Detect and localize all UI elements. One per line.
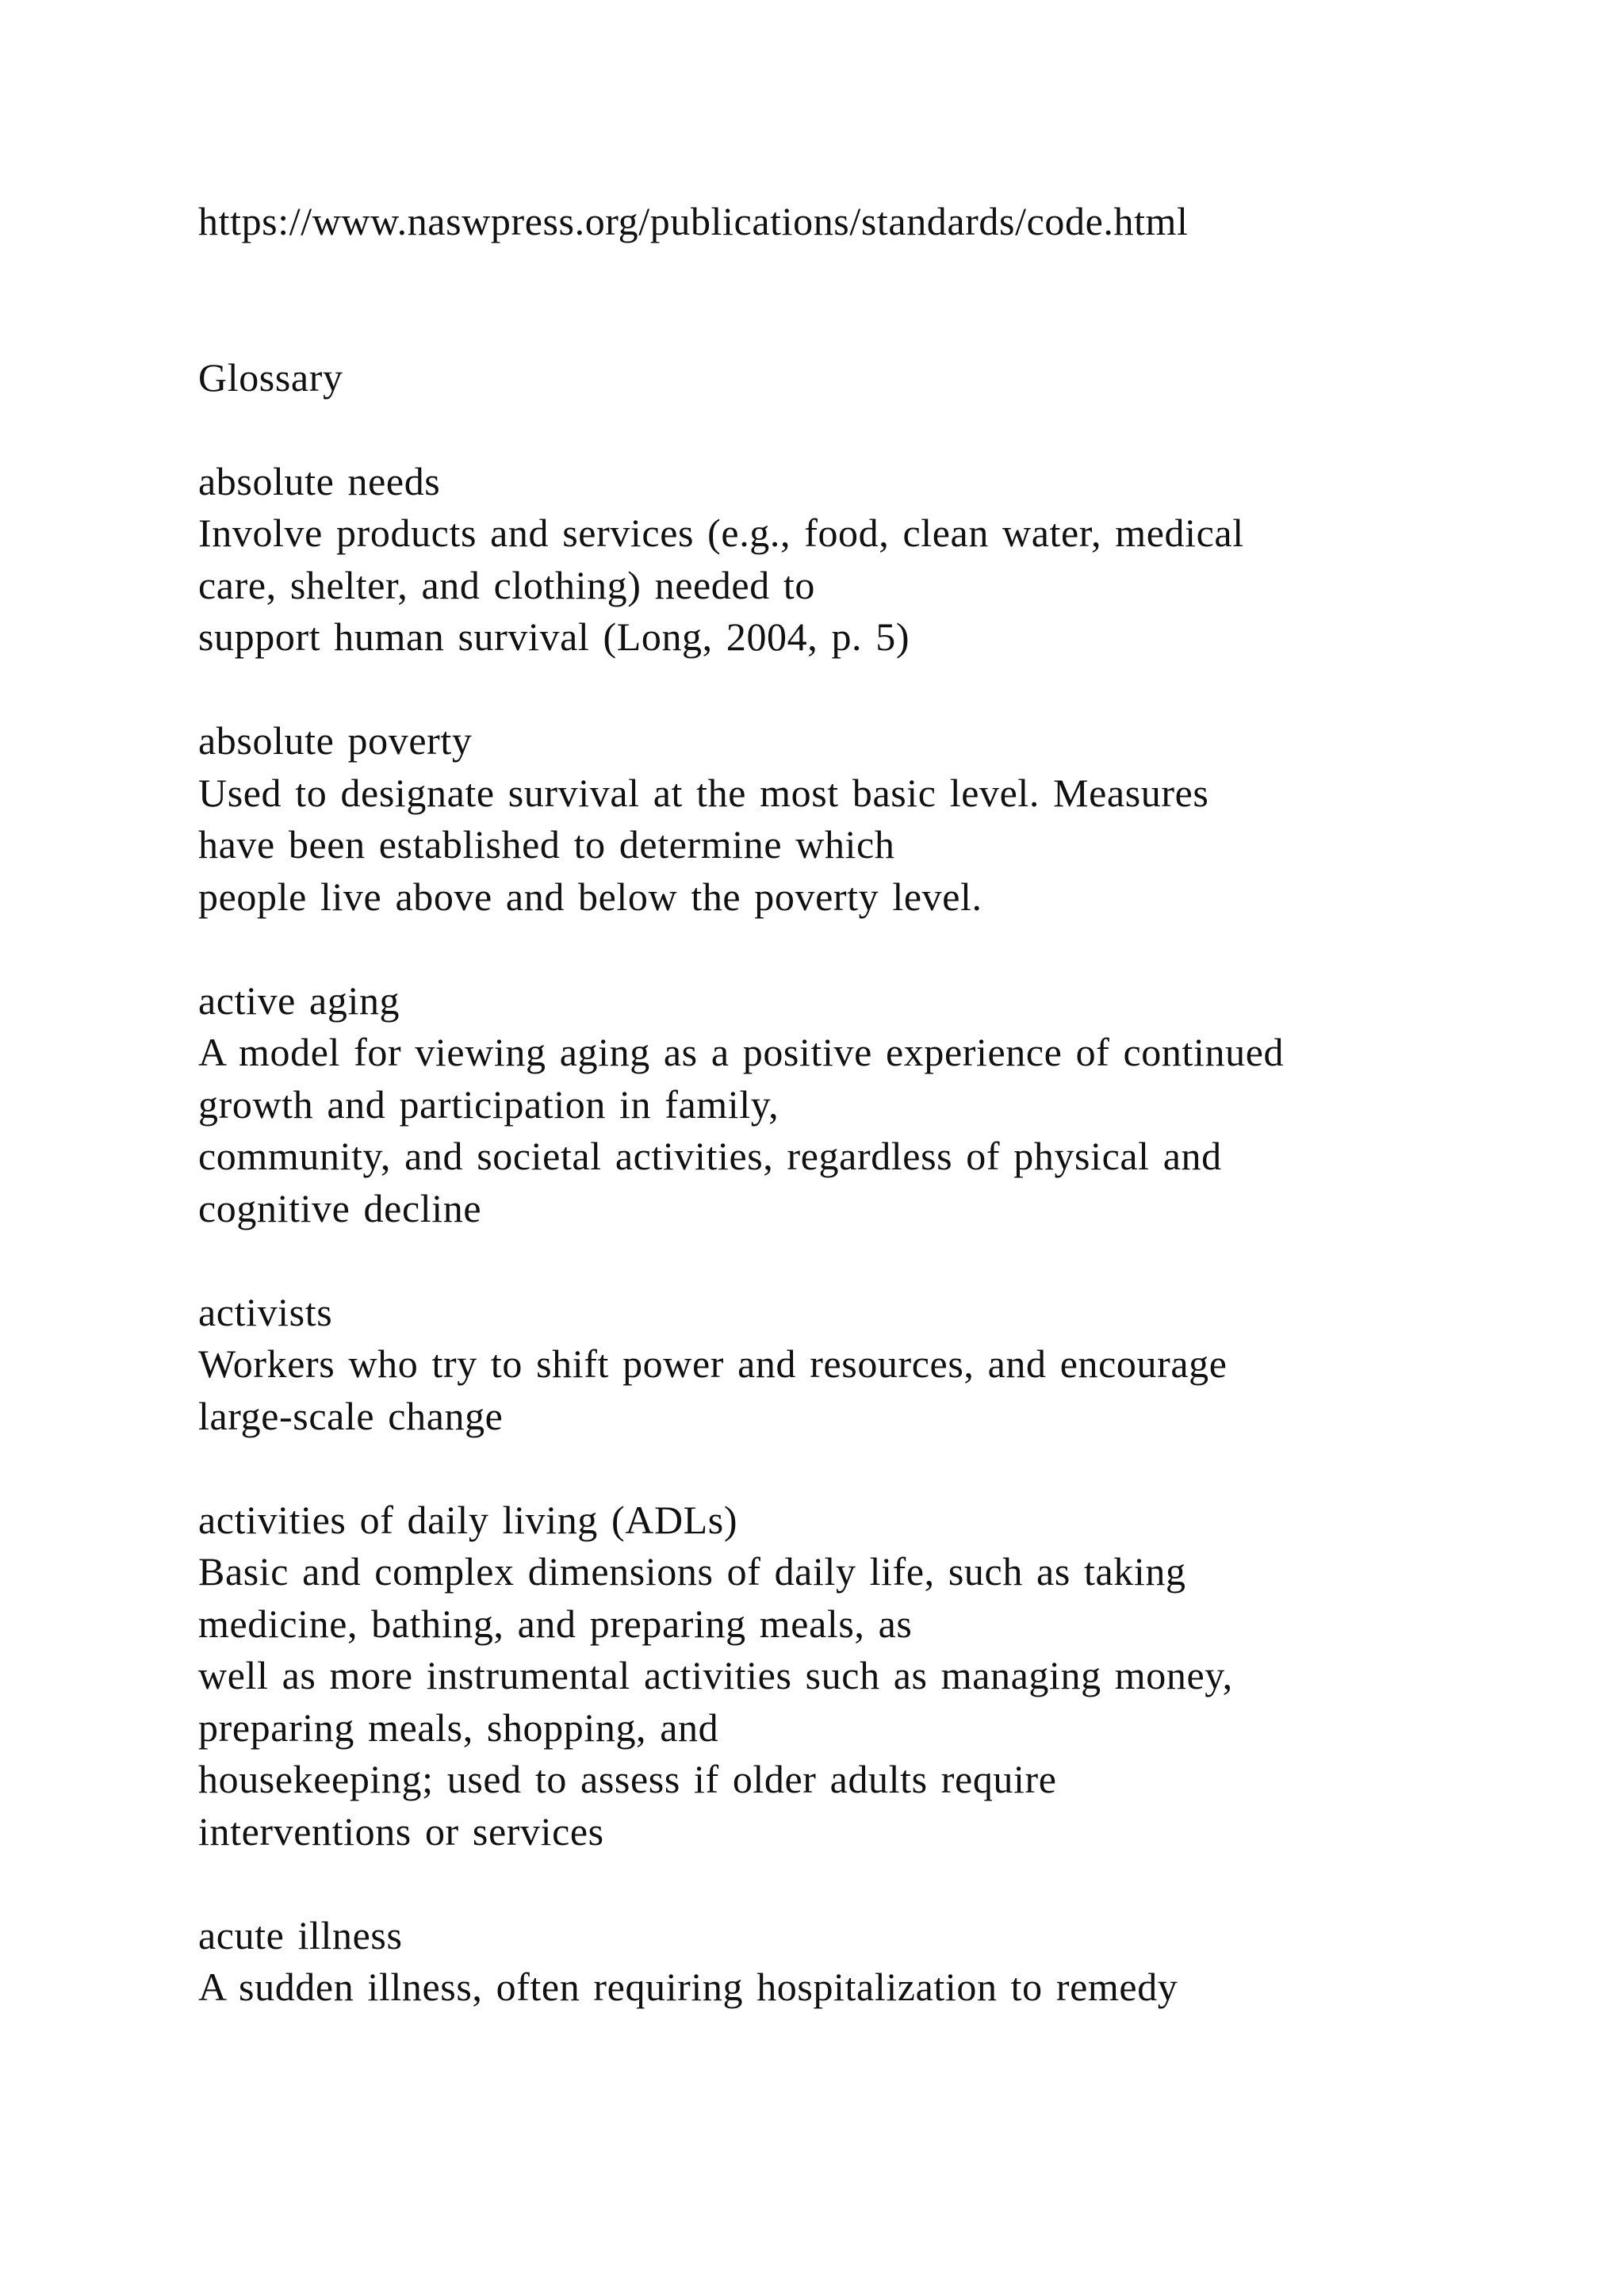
definition-line: medicine, bathing, and preparing meals, as xyxy=(198,1601,913,1646)
definition-line: large-scale change xyxy=(198,1393,504,1438)
spacer xyxy=(198,1858,1562,1910)
definition-line: growth and participation in family, xyxy=(198,1081,779,1127)
glossary-entry-activities-of-daily-living xyxy=(198,1494,1562,1858)
definition-line: interventions or services xyxy=(198,1808,604,1854)
glossary-term: absolute needs xyxy=(198,458,441,503)
definition-line: Used to designate survival at the most basic level. Measures xyxy=(198,770,1209,815)
glossary-term: acute illness xyxy=(198,1912,403,1957)
glossary-term: activists xyxy=(198,1289,333,1334)
glossary-entry-acute-illness xyxy=(198,1910,1562,2014)
definition-line: well as more instrumental activities such as managing money, xyxy=(198,1653,1233,1697)
definition-line: care, shelter, and clothing) needed to xyxy=(198,562,815,607)
spacer xyxy=(198,248,1562,352)
spacer xyxy=(198,664,1562,716)
definition-line: A sudden illness, often requiring hospitalization to remedy xyxy=(198,1965,1178,2009)
definition-line: Workers who try to shift power and resources, and encourage xyxy=(198,1341,1228,1386)
glossary-entry-activists xyxy=(198,1287,1562,1443)
source-url: https://www.naswpress.org/publications/standards/code.html xyxy=(198,199,1189,243)
glossary-entry-active-aging xyxy=(198,975,1562,1235)
glossary-term: activities of daily living (ADLs) xyxy=(198,1497,738,1542)
definition-line: have been established to determine which xyxy=(198,822,895,867)
glossary-term: active aging xyxy=(198,978,400,1023)
spacer xyxy=(198,1234,1562,1287)
glossary-term: absolute poverty xyxy=(198,718,473,763)
definition-line: cognitive decline xyxy=(198,1185,482,1230)
page-heading: Glossary xyxy=(198,354,343,400)
spacer xyxy=(198,923,1562,975)
definition-line: Involve products and services (e.g., food, clean water, medical xyxy=(198,511,1244,555)
glossary-entry-absolute-poverty xyxy=(198,715,1562,923)
definition-line: housekeeping; used to assess if older adults require xyxy=(198,1757,1057,1801)
definition-line: community, and societal activities, regardless of physical and xyxy=(198,1134,1222,1178)
glossary-text xyxy=(198,196,1562,2014)
definition-line: preparing meals, shopping, and xyxy=(198,1705,719,1750)
definition-line: Basic and complex dimensions of daily life, such as taking xyxy=(198,1549,1186,1594)
definition-line: support human survival (Long, 2004, p. 5) xyxy=(198,614,910,659)
spacer xyxy=(198,404,1562,456)
definition-line: A model for viewing aging as a positive experience of continued xyxy=(198,1030,1285,1074)
glossary-entry-absolute-needs xyxy=(198,456,1562,664)
spacer xyxy=(198,1442,1562,1494)
definition-line: people live above and below the poverty level. xyxy=(198,874,982,919)
